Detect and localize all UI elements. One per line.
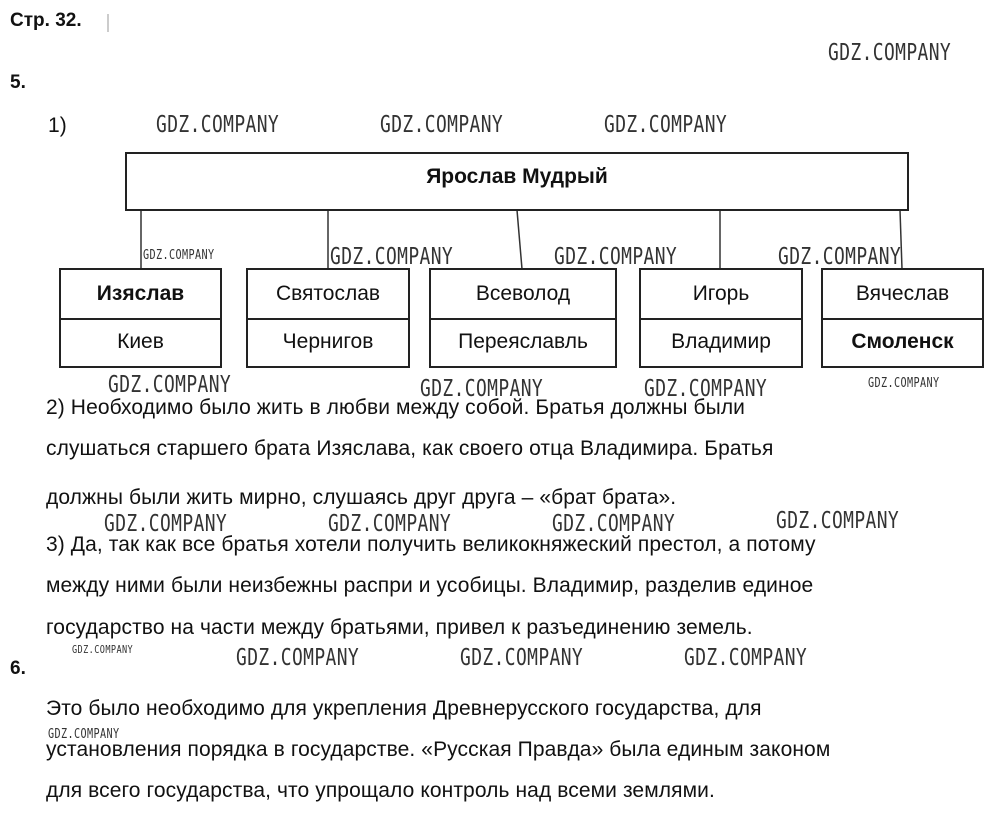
son-name: Всеволод [431, 270, 615, 320]
son-name: Вячеслав [823, 270, 982, 320]
watermark: GDZ.COMPANY [554, 244, 678, 270]
item-2-line-3: должны были жить мирно, слушаясь друг друга – «брат брата». [46, 486, 677, 509]
watermark: GDZ.COMPANY [684, 645, 808, 671]
watermark: GDZ.COMPANY [868, 376, 940, 391]
son-box-3 [429, 268, 617, 368]
root-name: Ярослав Мудрый [426, 164, 608, 188]
watermark: GDZ.COMPANY [48, 727, 120, 742]
task-5-number: 5. [10, 72, 26, 93]
root-box [125, 152, 909, 211]
watermark: GDZ.COMPANY [552, 511, 676, 537]
son-box-2 [246, 268, 410, 368]
son-name: Игорь [641, 270, 801, 320]
watermark: GDZ.COMPANY [72, 643, 134, 656]
watermark: GDZ.COMPANY [644, 376, 768, 402]
watermark: GDZ.COMPANY [460, 645, 584, 671]
watermark: GDZ.COMPANY [143, 248, 215, 263]
item-3-line-2: между ними были неизбежны распри и усобицы. Владимир, разделив единое [46, 574, 814, 597]
son-name: Изяслав [61, 270, 220, 320]
son-name: Святослав [248, 270, 408, 320]
connector-vsevolod [517, 210, 522, 269]
son-city: Владимир [671, 330, 771, 353]
son-city: Смоленск [851, 330, 954, 353]
watermark: GDZ.COMPANY [420, 376, 544, 402]
watermark: GDZ.COMPANY [108, 372, 232, 398]
page-header: Стр. 32. [10, 10, 82, 31]
watermark: GDZ.COMPANY [776, 508, 900, 534]
son-box-5 [821, 268, 984, 368]
son-box-4 [639, 268, 803, 368]
watermark: GDZ.COMPANY [104, 511, 228, 537]
watermark: GDZ.COMPANY [330, 244, 454, 270]
item-2-line-2: слушаться старшего брата Изяслава, как своего отца Владимира. Братья [46, 437, 774, 460]
watermark: GDZ.COMPANY [778, 244, 902, 270]
watermark: GDZ.COMPANY [604, 112, 728, 138]
son-city: Чернигов [282, 330, 374, 353]
item-1-label: 1) [48, 114, 67, 137]
watermark: GDZ.COMPANY [380, 112, 504, 138]
son-box-1 [59, 268, 222, 368]
task-6-line-3: для всего государства, что упрощало контроль над всеми землями. [46, 779, 715, 802]
item-3-line-3: государство на части между братьями, привел к разъединению земель. [46, 616, 753, 639]
task-6-number: 6. [10, 658, 26, 679]
son-city: Киев [117, 330, 164, 353]
item-2-line-1: 2) Необходимо было жить в любви между собой. Братья должны были [46, 396, 746, 419]
son-city: Переяславль [458, 330, 588, 353]
task-6-line-2: установления порядка в государстве. «Русская Правда» была единым законом [46, 738, 831, 761]
item-3-line-1: 3) Да, так как все братья хотели получить великокняжеский престол, а потому [46, 533, 816, 556]
watermark: GDZ.COMPANY [236, 645, 360, 671]
task-6-line-1: Это было необходимо для укрепления Древнерусского государства, для [46, 697, 762, 720]
watermark: GDZ.COMPANY [828, 40, 952, 66]
watermark: GDZ.COMPANY [156, 112, 280, 138]
watermark: GDZ.COMPANY [328, 511, 452, 537]
